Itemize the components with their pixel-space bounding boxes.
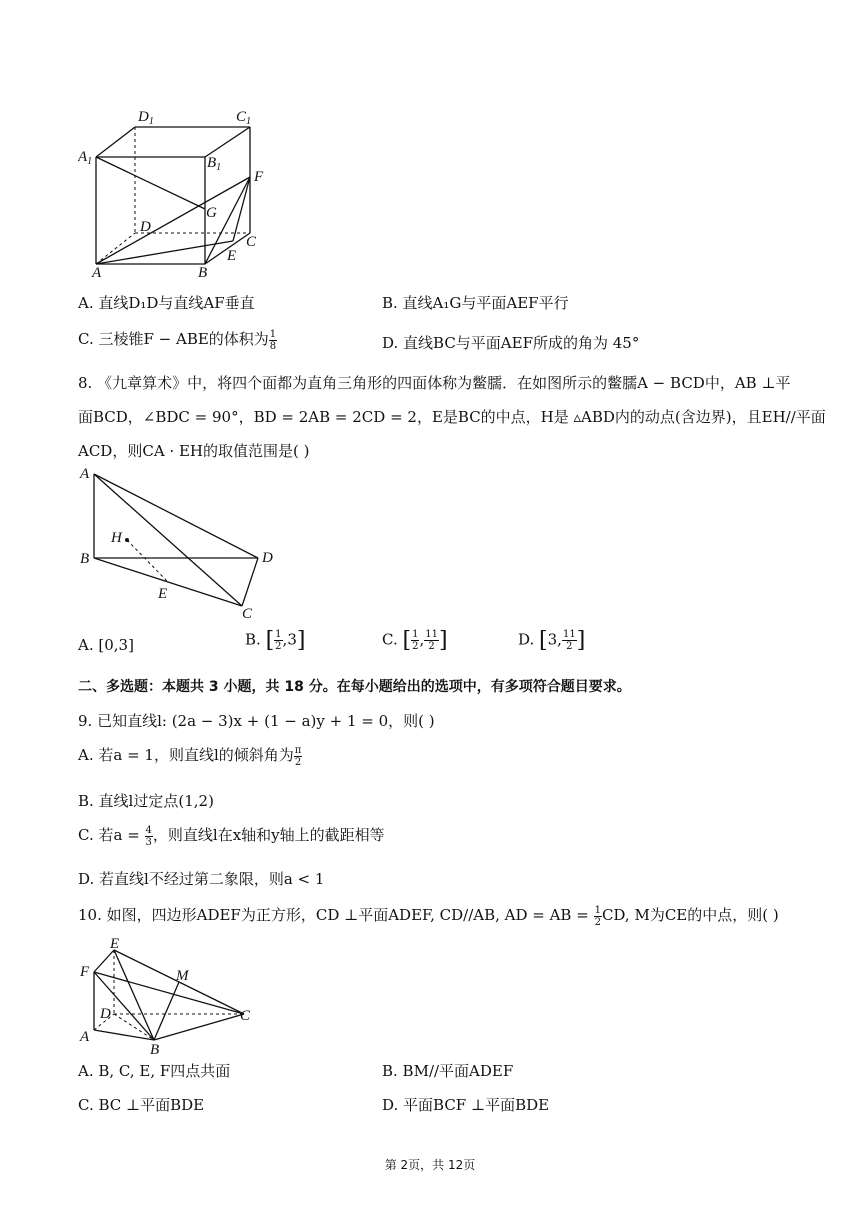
q10-option-c: C. BC ⊥平面BDE <box>78 1096 205 1114</box>
q9-option-c: C. 若a = $\frac{4}{3}$ ，则直线l在x轴和y轴上的截距相等 <box>78 824 385 848</box>
q8-stem-line1: 8. 《九章算术》中，将四个面都为直角三角形的四面体称为鳖臑．在如图所示的鳖臑A − BCD中，AB ⊥平 <box>78 374 791 392</box>
q10-label-e: E <box>110 936 120 952</box>
q7-label-a: A <box>92 265 102 280</box>
q9-option-d: D. 若直线l不经过第二象限，则a < 1 <box>78 870 325 888</box>
q7-label-d: D <box>140 219 151 235</box>
q9-stem: 9. 已知直线l: (2a − 3)x + (1 − a)y + 1 = 0，则( ) <box>78 712 435 730</box>
q7-option-c-text: C. 三棱锥F − ABE的体积为 <box>78 330 269 348</box>
q8-label-a: A <box>80 466 90 482</box>
q7-label-b1: $B_1$ <box>207 155 222 173</box>
q8-option-b: B. [ $\frac{1}{2}$ ,3] <box>245 628 306 653</box>
q8-option-c: C. [ $\frac{1}{2}$ , $\frac{11}{2}$ ] <box>382 628 448 653</box>
q7-option-d: D. 直线BC与平面AEF所成的角为 45° <box>382 334 640 352</box>
q7-label-d1: $D_1$ <box>138 109 154 127</box>
q7-option-c-fraction: $\frac{1}{8}$ <box>269 328 277 352</box>
q10-stem: 10. 如图，四边形ADEF为正方形，CD ⊥平面ADEF, CD//AB, AD = AB = $\frac{1}{2}$ CD, M为CE的中点，则( ) <box>78 904 779 928</box>
q7-label-c: C <box>246 234 257 250</box>
q10-solid-figure <box>78 934 263 1054</box>
q8-label-b: B <box>80 551 90 567</box>
q7-label-g: G <box>206 205 217 221</box>
q8-option-a: A. [0,3] <box>78 636 134 654</box>
q8-label-h: H <box>111 530 122 546</box>
q8-label-c: C <box>242 606 253 622</box>
q7-option-b: B. 直线A₁G与平面AEF平行 <box>382 294 569 312</box>
page-footer: 第 2页，共 12页 <box>384 1158 476 1172</box>
q10-label-a: A <box>80 1029 90 1045</box>
q7-option-a: A. 直线D₁D与直线AF垂直 <box>78 294 255 312</box>
q10-option-b: B. BM//平面ADEF <box>382 1062 514 1080</box>
q10-label-f: F <box>80 964 90 980</box>
q7-label-e: E <box>227 248 237 264</box>
q7-label-f: F <box>254 169 264 185</box>
q8-option-d: D. [3, $\frac{11}{2}$ ] <box>518 628 586 653</box>
q8-tetrahedron-figure <box>78 462 288 622</box>
q10-label-b: B <box>150 1042 160 1054</box>
q9-option-a: A. 若a = 1，则直线l的倾斜角为 $\frac{\pi}{2}$ <box>78 744 302 768</box>
q8-stem-line2: 面BCD，∠BDC = 90°，BD = 2AB = 2CD = 2，E是BC的中点，H是 ▵ABD内的动点(含边界)，且EH//平面 <box>78 408 826 426</box>
q10-option-d: D. 平面BCF ⊥平面BDE <box>382 1096 550 1114</box>
q10-option-a: A. B, C, E, F四点共面 <box>78 1062 231 1080</box>
q7-label-c1: $C_1$ <box>236 109 252 127</box>
q8-stem-line3: ACD，则CA · EH的取值范围是( ) <box>78 442 310 460</box>
q7-option-c <box>78 328 277 352</box>
q9-option-b: B. 直线l过定点(1,2) <box>78 792 214 810</box>
q8-label-e: E <box>158 586 168 602</box>
q7-cube-figure <box>78 105 278 280</box>
q10-label-m: M <box>176 968 189 984</box>
q8-label-d: D <box>262 550 273 566</box>
q7-label-b: B <box>198 265 208 280</box>
q7-label-a1: $A_1$ <box>78 149 93 167</box>
q10-label-d: D <box>100 1006 111 1022</box>
section-2-heading: 二、多选题：本题共 3 小题，共 18 分。在每小题给出的选项中，有多项符合题目要求。 <box>78 679 631 695</box>
q10-label-c: C <box>240 1008 251 1024</box>
